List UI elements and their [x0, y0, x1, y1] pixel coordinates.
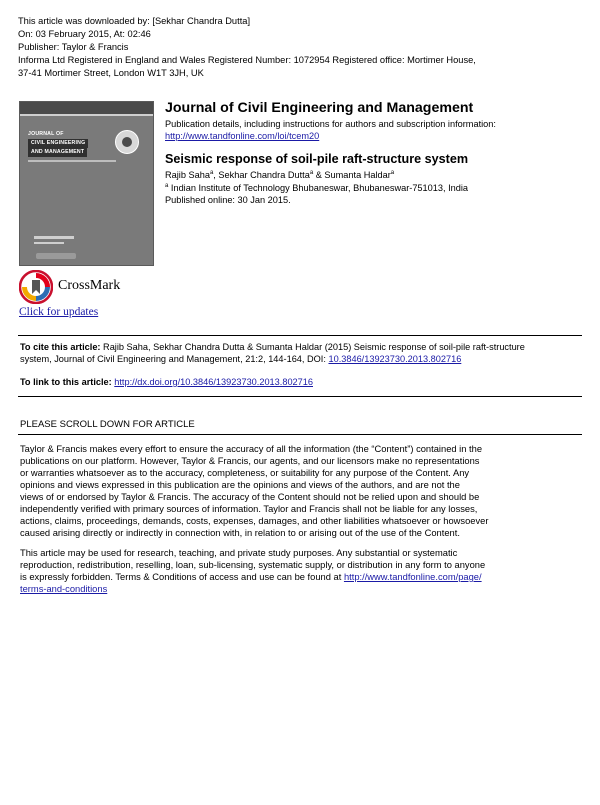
divider: [18, 434, 582, 435]
cover-title-line: CIVIL ENGINEERING: [28, 139, 88, 148]
author-affiliation-mark: a: [309, 170, 314, 176]
cover-footer-bar: [34, 242, 64, 244]
disclaimer-line: opinions and views expressed in this publication are the opinions and views of the authors, and are not the: [20, 480, 460, 490]
crossmark-icon: [19, 270, 53, 304]
cover-top-band: [20, 102, 153, 114]
disclaimer-line: caused arising directly or indirectly in connection with, in relation to or arising out of the use of the Content.: [20, 528, 460, 538]
link-label: To link to this article:: [20, 377, 115, 387]
download-line: On: 03 February 2015, At: 02:46: [18, 29, 151, 39]
disclaimer-line: or warranties whatsoever as to the accuracy, completeness, or suitability for any purpose of the Content. Any: [20, 468, 470, 478]
divider: [18, 335, 582, 336]
download-line: Publisher: Taylor & Francis: [18, 42, 129, 52]
journal-url-link[interactable]: http://www.tandfonline.com/loi/tcem20: [165, 130, 320, 141]
download-notice: [18, 15, 576, 80]
divider: [18, 396, 582, 397]
author-name: Sekhar Chandra Dutta: [218, 170, 310, 180]
citation-label: To cite this article:: [20, 342, 101, 352]
journal-cover-image: [19, 101, 154, 266]
cover-seal-icon: [115, 130, 139, 154]
cover-title: [28, 130, 88, 157]
cover-footer-bar: [34, 236, 74, 239]
terms-paragraph: [20, 547, 582, 595]
terms-url-link[interactable]: terms-and-conditions: [20, 584, 108, 594]
disclaimer: [20, 443, 582, 595]
article-header: [165, 100, 585, 207]
author-affiliation-mark: a: [390, 170, 395, 176]
disclaimer-line: This article may be used for research, teaching, and private study purposes. Any substantial or systematic: [20, 548, 458, 558]
cover-stripe: [20, 114, 153, 116]
disclaimer-line: is expressly forbidden. Terms & Conditions of access and use can be found at: [20, 572, 344, 582]
download-line: This article was downloaded by: [Sekhar Chandra Dutta]: [18, 16, 251, 26]
download-line: 37-41 Mortimer Street, London W1T 3JH, UK: [18, 68, 204, 78]
terms-url-link[interactable]: http://www.tandfonline.com/page/: [343, 572, 482, 582]
download-line: Informa Ltd Registered in England and Wales Registered Number: 1072954 Registered office: Mortimer House,: [18, 55, 476, 65]
cover-publisher-logo: [36, 253, 76, 259]
affiliation-mark: a: [165, 182, 169, 189]
author-list: [165, 170, 585, 182]
citation-block: [20, 341, 580, 365]
disclaimer-line: publications on our platform. However, Taylor & Francis, our agents, and our licensors make no representations: [20, 456, 480, 466]
citation-text: system, Journal of Civil Engineering and Management, 21:2, 144-164, DOI:: [20, 354, 329, 364]
crossmark-label: CrossMark: [58, 278, 121, 293]
author-separator: &: [313, 170, 325, 180]
click-for-updates-link[interactable]: Click for updates: [19, 306, 99, 318]
cover-title-line: JOURNAL OF: [28, 131, 64, 137]
article-link-block: [20, 376, 313, 388]
disclaimer-line: reproduction, redistribution, reselling, loan, sub-licensing, systematic supply, or distribution in any form to anyone: [20, 560, 486, 570]
scroll-notice: PLEASE SCROLL DOWN FOR ARTICLE: [20, 419, 195, 430]
author-affiliation-mark: a: [209, 170, 214, 176]
author-name: Sumanta Haldar: [324, 170, 391, 180]
disclaimer-line: views of or endorsed by Taylor & Francis. The accuracy of the Content should not be relied upon and should be: [20, 492, 480, 502]
published-online: Published online: 30 Jan 2015.: [165, 195, 291, 205]
citation-text: Rajib Saha, Sekhar Chandra Dutta & Sumanta Haldar (2015) Seismic response of soil-pile raft-structure: [100, 342, 525, 352]
cover-title-line: AND MANAGEMENT: [28, 148, 87, 157]
cover-subtitle-bar: [28, 160, 116, 162]
doi-link[interactable]: 10.3846/13923730.2013.802716: [328, 354, 462, 364]
article-doi-url-link[interactable]: http://dx.doi.org/10.3846/13923730.2013.802716: [114, 377, 313, 387]
author-name: Rajib Saha: [165, 170, 210, 180]
disclaimer-line: Taylor & Francis makes every effort to ensure the accuracy of all the information (the “Content”) contained in the: [20, 444, 483, 454]
article-title: Seismic response of soil-pile raft-structure system: [165, 152, 469, 166]
journal-title: Journal of Civil Engineering and Management: [165, 100, 474, 116]
disclaimer-line: independently verified with primary sources of information. Taylor and Francis shall not be liable for any losses,: [20, 504, 478, 514]
publication-details: Publication details, including instructions for authors and subscription information:: [165, 119, 496, 129]
author-separator: ,: [213, 170, 219, 180]
crossmark-badge[interactable]: [19, 270, 131, 304]
affiliation: [165, 183, 585, 195]
disclaimer-paragraph: [20, 443, 582, 539]
affiliation-text: Indian Institute of Technology Bhubaneswar, Bhubaneswar-751013, India: [170, 182, 469, 193]
disclaimer-line: actions, claims, proceedings, demands, costs, expenses, damages, and other liabilities whatsoever or howsoever: [20, 516, 489, 526]
